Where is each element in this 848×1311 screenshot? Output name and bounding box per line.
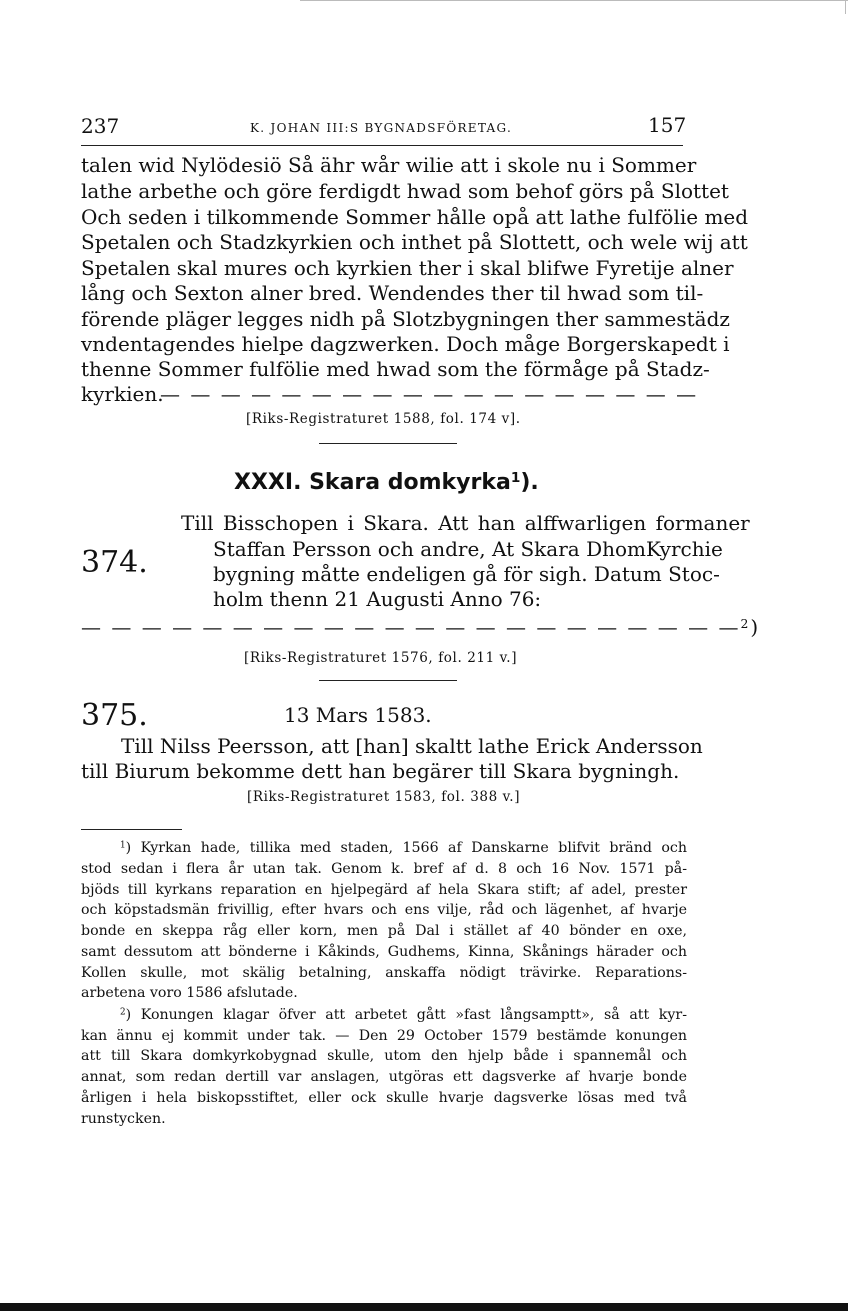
footnote-line: samt dessutom att bönderne i Kåkinds, Gudhems, Kinna, Skånings härader och xyxy=(81,944,687,960)
scan-frame-top xyxy=(300,0,848,1)
entry-375-line: till Biurum bekomme dett han begärer till Skara bygningh. xyxy=(81,759,680,783)
intro-line: Spetalen och Stadzkyrkien och inthet på Slottett, och wele wij att xyxy=(81,230,748,254)
intro-last-word: kyrkien. xyxy=(81,382,164,406)
entry-375-line: Till Nilss Peersson, att [han] skaltt lathe Erick Andersson xyxy=(121,734,703,758)
entry-375-date: 13 Mars 1583. xyxy=(284,703,432,727)
footnote-line: annat, som redan dertill var anslagen, utgöras ett dagsverke af hvarje bonde xyxy=(81,1069,687,1085)
intro-dash-fill: — — — — — — — — — — — — — — — — — — xyxy=(160,382,699,406)
footnote-line: bjöds till kyrkans reparation en hjelpegärd af hela Skara stift; af adel, prester xyxy=(81,882,687,898)
scan-frame-bottom xyxy=(0,1303,848,1311)
section-heading-note: 1 xyxy=(510,470,521,487)
footnote-line: stod sedan i flera år utan tak. Genom k. bref af d. 8 och 16 Nov. 1571 på- xyxy=(81,861,687,877)
entry-375-source: [Riks-Registraturet 1583, fol. 388 v.] xyxy=(247,789,521,805)
left-folio: 237 xyxy=(81,114,120,138)
entry-divider xyxy=(319,680,457,681)
footnote-rule xyxy=(81,829,182,830)
section-heading-text: XXXI. Skara domkyrka xyxy=(234,470,511,495)
entry-374-source: [Riks-Registraturet 1576, fol. 211 v.] xyxy=(244,650,518,666)
intro-line: lång och Sexton alner bred. Wendendes ther til hwad som til- xyxy=(81,281,704,305)
dash-line-text: — — — — — — — — — — — — — — — — — — — — — — xyxy=(81,615,741,639)
entry-374-dash-line xyxy=(81,615,760,639)
footnote-line: bonde en skeppa råg eller korn, men på Dal i stället af 40 bönder en oxe, xyxy=(81,923,687,939)
section-heading-close: ). xyxy=(520,470,539,495)
footnote-line: Kollen skulle, mot skälig betalning, anskaffa nödigt trävirke. Reparations- xyxy=(81,965,687,981)
entry-374-line: Staffan Persson och andre, At Skara DhomKyrchie xyxy=(213,537,723,561)
dash-line-close: ) xyxy=(750,615,761,639)
footnote-line: $^1$) Kyrkan hade, tillika med staden, 1566 af Danskarne blifvit bränd och xyxy=(120,840,687,856)
footnote-line: runstycken. xyxy=(81,1111,166,1127)
footnote-line: att till Skara domkyrkobygnad skulle, utom den hjelp både i spannemål och xyxy=(81,1048,687,1064)
footnote-line: och köpstadsmän frivillig, efter hvars och ens vilje, råd och lägenhet, af hvarje xyxy=(81,902,687,918)
intro-source-citation: [Riks-Registraturet 1588, fol. 174 v]. xyxy=(246,411,521,427)
entry-374-line: Till Bisschopen i Skara. Att han alffwarligen formaner xyxy=(181,511,750,535)
entry-number-374: 374. xyxy=(81,545,148,580)
footnote-line: kan ännu ej kommit under tak. — Den 29 October 1579 bestämde konungen xyxy=(81,1028,687,1044)
entry-number-375: 375. xyxy=(81,698,148,733)
intro-line: thenne Sommer fulfölie med hwad som the förmåge på Stadz- xyxy=(81,357,710,381)
entry-374-line: bygning måtte endeligen gå för sigh. Datum Stoc- xyxy=(213,562,720,586)
intro-line: vndentagendes hielpe dagzwerken. Doch måge Borgerskapedt i xyxy=(81,332,730,356)
intro-line: förende pläger legges nidh på Slotzbygningen ther sammestädz xyxy=(81,307,730,331)
scan-frame-corner xyxy=(845,0,846,14)
footnote-line: arbetena voro 1586 afslutade. xyxy=(81,985,298,1001)
footnote-mark: 1 xyxy=(120,840,126,851)
intro-line: talen wid Nylödesiö Så ähr wår wilie att i skole nu i Sommer xyxy=(81,153,697,177)
intro-line: lathe arbethe och göre ferdigdt hwad som behof görs på Slottet xyxy=(81,179,729,203)
intro-line: Spetalen skal mures och kyrkien ther i skal blifwe Fyretije alner xyxy=(81,256,734,280)
header-rule xyxy=(81,145,683,146)
running-head: K. JOHAN III:S BYGNADSFÖRETAG. xyxy=(250,121,513,135)
entry-374-line: holm thenn 21 Augusti Anno 76: xyxy=(213,587,542,611)
footnote-mark: 2 xyxy=(120,1007,126,1018)
section-heading xyxy=(234,470,539,495)
section-divider xyxy=(319,443,457,444)
footnote-line: $^2$) Konungen klagar öfver att arbetet gått »fast långsamptt», så att kyr- xyxy=(120,1007,687,1023)
dash-line-note: 2 xyxy=(740,615,751,631)
intro-line: Och seden i tilkommende Sommer hålle opå att lathe fulfölie med xyxy=(81,205,749,229)
right-folio: 157 xyxy=(648,113,687,137)
footnote-line: årligen i hela biskopsstiftet, eller ock skulle hvarje dagsverke lösas med två xyxy=(81,1090,687,1106)
